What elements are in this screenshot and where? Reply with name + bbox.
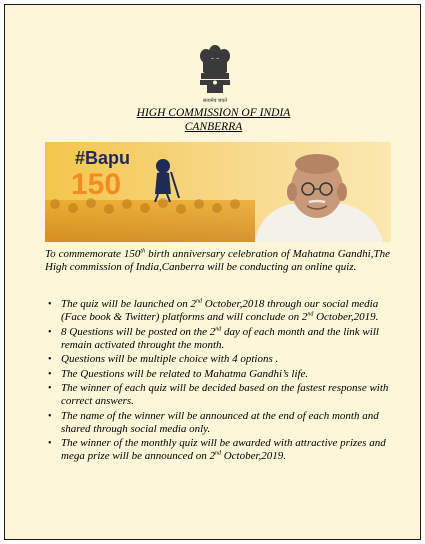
national-emblem-icon [193,41,237,101]
list-item: • Questions will be multiple choice with 4 options . [48,353,279,365]
intro-paragraph: To commemorate 150th birth anniversary celebration of Mahatma Gandhi,The High commission of India,Canberra will be conducting an online quiz. [45,248,390,273]
list-item: • 8 Questions will be posted on the 2nd day of each month and the link will remain activated throught the month. [48,325,379,351]
list-item: • The winner of each quiz will be decided based on the fastest response with correct answers. [48,382,389,407]
banner-hashtag: #Bapu [75,148,131,168]
emblem-motto: सत्यमेव जयते [202,99,228,104]
list-item: • The winner of the monthly quiz will be awarded with attractive prizes and mega prize will be announced on 2nd October,2019. [48,437,386,462]
list-item: • The name of the winner will be announced at the end of each month and shared through social media only. [48,409,379,435]
heading-line-1: HIGH COMMISSION OF INDIA [136,107,291,119]
list-item: • The Questions will be related to Mahatma Gandhi’s life. [48,367,309,380]
banner-number: 150 [71,168,122,201]
bapu-150-banner [45,142,391,242]
heading-line-2: CANBERRA [184,121,243,133]
list-item: • The quiz will be launched on 2nd October,2018 through our social media (Face book & Twitter) platforms and will conclude on 2nd October,2019. [48,298,379,323]
document-page [4,4,421,540]
quiz-rules-list [45,298,393,465]
